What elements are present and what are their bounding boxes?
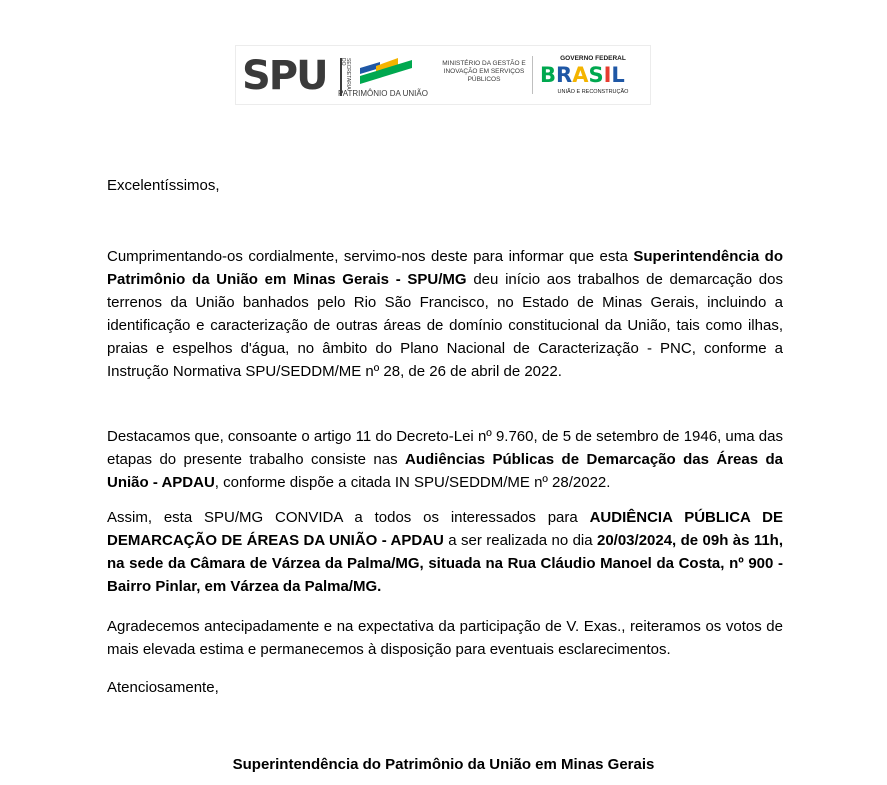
spu-flag-stripes-icon [354,56,414,88]
text-run: , conforme dispõe a citada IN SPU/SEDDM/ME nº 28/2022. [214,474,611,491]
text-run: deu início aos trabalhos de demarcação dos terrenos da União banhados pelo Rio São Francisco, no Estado de Minas Gerais, incluindo a identificação e caracterização de outras áreas de domínio constitucional da União, tais como ilhas, praias e espelhos d'água, no âmbito do Plano Nacional de Caracterização - PNC, conforme a Instrução Normativa SPU/SEDDM/ME nº 28, de 26 de abril de 2022. [107,271,783,380]
brasil-letter: A [572,63,589,87]
paragraph-thanks: Agradecemos antecipadamente e na expectativa da participação de V. Exas., reiteramos os votos de mais elevada estima e permanecemos à disposição para eventuais esclarecimentos. [107,618,783,658]
bold-text-run: Audiências Públicas de Demarcação das Áreas da União - APDAU [107,451,783,491]
gov-federal-label: GOVERNO FEDERAL [560,55,626,62]
paragraph-intro [107,245,783,383]
logo-divider [532,56,533,94]
bold-text-run: Superintendência do Patrimônio da União em Minas Gerais - SPU/MG [107,248,783,288]
letterhead-banner [236,46,650,104]
spu-logo [242,53,428,99]
brasil-letter: S [588,63,604,87]
paragraph-invitation [107,506,783,598]
ministry-name: MINISTÉRIO DA GESTÃO E INOVAÇÃO EM SERVIÇOS PÚBLICOS [442,60,526,83]
brasil-letter: L [611,63,625,87]
text-run: a ser realizada no dia [443,532,597,549]
brasil-logo [540,64,625,86]
paragraph-legal-basis [107,425,783,494]
closing: Atenciosamente, [107,679,219,696]
gov-slogan: UNIÃO E RECONSTRUÇÃO [557,89,629,95]
text-run: Cumprimentando-os cordialmente, servimo-nos deste para informar que esta [107,248,634,265]
spu-logo-subtitle: PATRIMÔNIO DA UNIÃO [338,89,428,98]
greeting: Excelentíssimos, [107,177,220,194]
brasil-letter: B [540,63,557,87]
signature: Superintendência do Patrimônio da União em Minas Gerais [232,756,655,773]
spu-logo-text: SPU [242,53,327,99]
text-run: Assim, esta SPU/MG CONVIDA a todos os interessados para [107,509,590,526]
bold-text-run: AUDIÊNCIA PÚBLICA DE DEMARCAÇÃO DE ÁREAS DA UNIÃO - APDAU [107,509,784,549]
brasil-letter: R [556,63,573,87]
text-run: Destacamos que, consoante o artigo 11 do Decreto-Lei nº 9.760, de 5 de setembro de 1946, uma das etapas do presente trabalho consiste nas [107,428,783,468]
spu-logo-vertical-text: SECRETARIA DO [340,58,351,90]
brasil-letter: I [603,63,612,87]
bold-text-run: 20/03/2024, de 09h às 11h, na sede da Câmara de Várzea da Palma/MG, situada na Rua Cláudio Manoel da Costa, nº 900 - Bairro Pinlar, em Várzea da Palma/MG. [107,532,784,595]
